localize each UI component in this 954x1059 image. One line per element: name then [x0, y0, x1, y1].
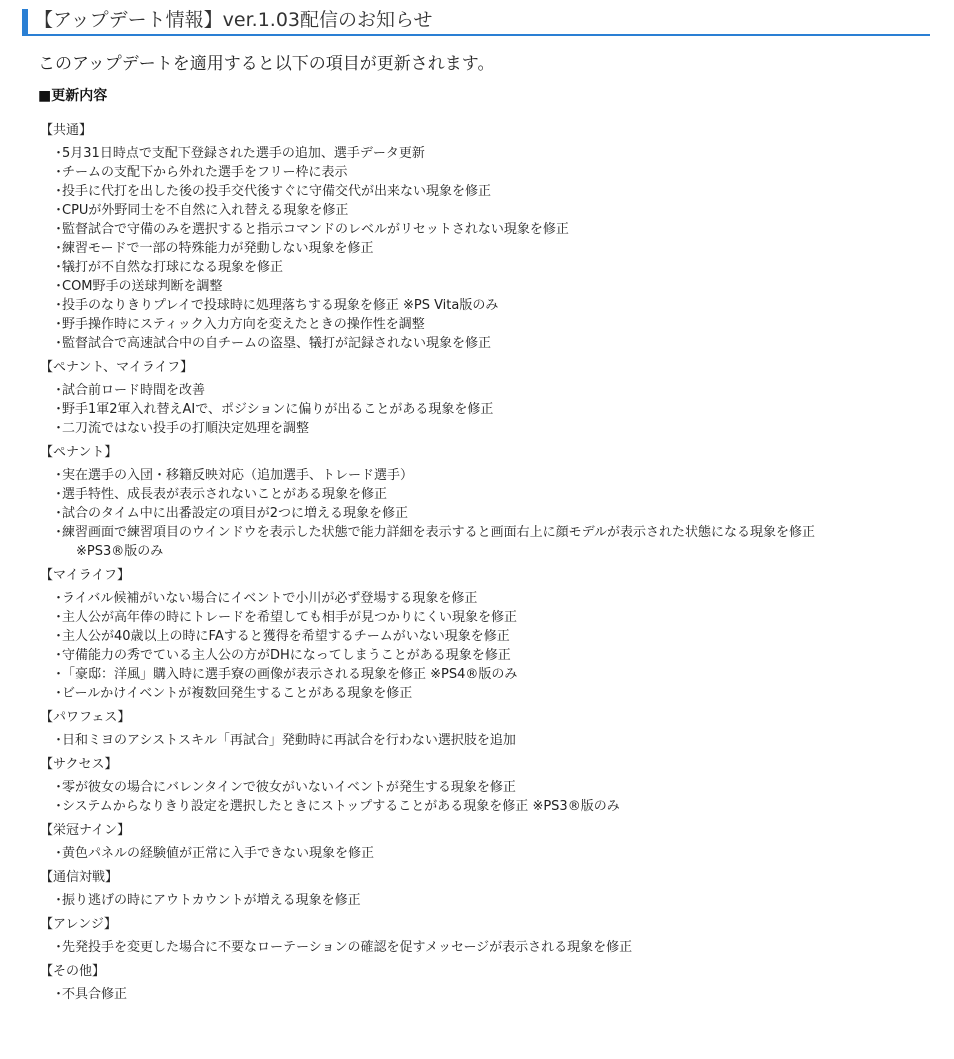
- list-item: [52, 797, 940, 816]
- list-item: [52, 201, 940, 220]
- item-text: 実在選手の入団・移籍反映対応（追加選手、トレード選手）: [62, 468, 414, 483]
- bullet-marker: ・: [52, 241, 66, 256]
- item-text: 零が彼女の場合にバレンタインで彼女がいないイベントが発生する現象を修正: [62, 780, 516, 795]
- list-item: [52, 277, 940, 296]
- bullet-marker: ・: [52, 487, 66, 502]
- update-section: [40, 755, 940, 816]
- bullet-marker: ・: [52, 383, 66, 398]
- list-item: [52, 220, 940, 239]
- bullet-marker: ・: [52, 780, 66, 795]
- list-item: [52, 419, 940, 438]
- list-item: [52, 891, 940, 910]
- section-item-list: [40, 144, 940, 353]
- item-text: 5月31日時点で支配下登録された選手の追加、選手データ更新: [62, 146, 425, 161]
- item-text: 不具合修正: [62, 987, 128, 1002]
- bullet-marker: ・: [52, 610, 66, 625]
- bullet-marker: ・: [52, 733, 66, 748]
- bullet-marker: ・: [52, 667, 66, 682]
- list-item: [52, 665, 940, 684]
- item-text: 選手特性、成長表が表示されないことがある現象を修正: [62, 487, 388, 502]
- update-section: [40, 962, 940, 1004]
- page-title: 【アップデート情報】ver.1.03配信のお知らせ: [34, 9, 433, 31]
- bullet-marker: ・: [52, 317, 66, 332]
- bullet-marker: ・: [52, 940, 66, 955]
- section-heading: 【栄冠ナイン】: [40, 823, 131, 838]
- title-bar: [22, 6, 930, 36]
- bullet-marker: ・: [52, 987, 66, 1002]
- list-item: [52, 485, 940, 504]
- section-heading: 【パワフェス】: [40, 710, 131, 725]
- section-heading: 【ペナント】: [40, 445, 118, 460]
- item-text: 「豪邸：洋風」購入時に選手寮の画像が表示される現象を修正 ※PS4®版のみ: [62, 667, 518, 682]
- section-item-list: [40, 731, 940, 750]
- item-text: ビールかけイベントが複数回発生することがある現象を修正: [62, 686, 413, 701]
- update-contents-heading: ■更新内容: [38, 88, 108, 104]
- update-section: [40, 566, 940, 703]
- item-text: 試合前ロード時間を改善: [62, 383, 206, 398]
- item-text: 野手操作時にスティック入力方向を変えたときの操作性を調整: [62, 317, 425, 332]
- bullet-marker: ・: [52, 336, 66, 351]
- list-item: [52, 608, 940, 627]
- list-item: [52, 163, 940, 182]
- section-heading: 【共通】: [40, 123, 93, 138]
- item-text: 投手のなりきりプレイで投球時に処理落ちする現象を修正 ※PS Vita版のみ: [62, 298, 499, 313]
- section-heading: 【サクセス】: [40, 757, 118, 772]
- item-text: チームの支配下から外れた選手をフリー枠に表示: [62, 165, 348, 180]
- section-item-list: [40, 466, 940, 561]
- bullet-marker: ・: [52, 686, 66, 701]
- list-item: [52, 296, 940, 315]
- item-text: 黄色パネルの経験値が正常に入手できない現象を修正: [62, 846, 375, 861]
- bullet-marker: ・: [52, 165, 66, 180]
- item-text: 先発投手を変更した場合に不要なローテーションの確認を促すメッセージが表示される現象を修正: [62, 940, 633, 955]
- item-text: 犠打が不自然な打球になる現象を修正: [62, 260, 284, 275]
- item-text: ライバル候補がいない場合にイベントで小川が必ず登場する現象を修正: [62, 591, 478, 606]
- section-item-list: [40, 844, 940, 863]
- list-item: [52, 144, 940, 163]
- item-text: 守備能力の秀でている主人公の方がDHになってしまうことがある現象を修正: [62, 648, 511, 663]
- intro-text: このアップデートを適用すると以下の項目が更新されます。: [38, 54, 495, 74]
- bullet-marker: ・: [52, 648, 66, 663]
- list-item: [52, 731, 940, 750]
- update-section: [40, 358, 940, 438]
- bullet-marker: ・: [52, 799, 66, 814]
- item-text: 主人公が40歳以上の時にFAすると獲得を希望するチームがいない現象を修正: [62, 629, 510, 644]
- list-item: [52, 589, 940, 608]
- update-section: [40, 868, 940, 910]
- bullet-marker: ・: [52, 506, 66, 521]
- bullet-marker: ・: [52, 421, 66, 436]
- bullet-marker: ・: [52, 525, 66, 540]
- section-heading: 【その他】: [40, 964, 106, 979]
- item-text: 野手1軍2軍入れ替えAIで、ポジションに偏りが出ることがある現象を修正: [62, 402, 494, 417]
- update-section: [40, 121, 940, 353]
- list-item: [52, 182, 940, 201]
- update-section: [40, 708, 940, 750]
- list-item: [52, 315, 940, 334]
- bullet-marker: ・: [52, 846, 66, 861]
- update-section: [40, 915, 940, 957]
- bullet-marker: ・: [52, 203, 66, 218]
- list-item: [52, 504, 940, 523]
- section-heading: 【アレンジ】: [40, 917, 117, 932]
- item-text: CPUが外野同士を不自然に入れ替える現象を修正: [62, 203, 349, 218]
- list-item: [52, 646, 940, 665]
- list-item: [52, 334, 940, 353]
- item-note: ※PS3®版のみ: [76, 544, 164, 559]
- update-sections: [40, 121, 940, 1009]
- item-text: システムからなりきり設定を選択したときにストップすることがある現象を修正 ※PS3®版のみ: [62, 799, 620, 814]
- list-item: [52, 466, 940, 485]
- section-item-list: [40, 589, 940, 703]
- list-item: [52, 778, 940, 797]
- item-text: 練習画面で練習項目のウインドウを表示した状態で能力詳細を表示すると画面右上に顔モデルが表示された状態になる現象を修正: [62, 525, 815, 540]
- bullet-marker: ・: [52, 146, 66, 161]
- update-section: [40, 821, 940, 863]
- section-item-list: [40, 938, 940, 957]
- update-section: [40, 443, 940, 561]
- bullet-marker: ・: [52, 591, 66, 606]
- section-item-list: [40, 381, 940, 438]
- list-item: [52, 684, 940, 703]
- item-text: 投手に代打を出した後の投手交代後すぐに守備交代が出来ない現象を修正: [62, 184, 492, 199]
- item-text: 監督試合で守備のみを選択すると指示コマンドのレベルがリセットされない現象を修正: [62, 222, 569, 237]
- section-item-list: [40, 778, 940, 816]
- bullet-marker: ・: [52, 298, 66, 313]
- list-item: [52, 938, 940, 957]
- title-accent-bar: [22, 9, 28, 34]
- section-heading: 【通信対戦】: [40, 870, 119, 885]
- item-text: 練習モードで一部の特殊能力が発動しない現象を修正: [62, 241, 374, 256]
- list-item: [52, 258, 940, 277]
- section-item-list: [40, 985, 940, 1004]
- bullet-marker: ・: [52, 260, 66, 275]
- item-text: 試合のタイム中に出番設定の項目が2つに増える現象を修正: [62, 506, 409, 521]
- bullet-marker: ・: [52, 279, 66, 294]
- list-item: [52, 400, 940, 419]
- section-heading: 【ペナント、マイライフ】: [40, 360, 194, 375]
- bullet-marker: ・: [52, 184, 66, 199]
- list-item: [52, 627, 940, 646]
- item-text: 主人公が高年俸の時にトレードを希望しても相手が見つかりにくい現象を修正: [62, 610, 518, 625]
- item-text: 日和ミヨのアシストスキル「再試合」発動時に再試合を行わない選択肢を追加: [62, 733, 516, 748]
- list-item: [52, 985, 940, 1004]
- list-item: [52, 844, 940, 863]
- section-heading: 【マイライフ】: [40, 568, 130, 583]
- list-item: [52, 523, 940, 561]
- bullet-marker: ・: [52, 893, 66, 908]
- item-text: COM野手の送球判断を調整: [62, 279, 223, 294]
- bullet-marker: ・: [52, 222, 66, 237]
- bullet-marker: ・: [52, 468, 66, 483]
- bullet-marker: ・: [52, 629, 66, 644]
- item-text: 振り逃げの時にアウトカウントが増える現象を修正: [62, 893, 361, 908]
- bullet-marker: ・: [52, 402, 66, 417]
- item-text: 監督試合で高速試合中の自チームの盗塁、犠打が記録されない現象を修正: [62, 336, 492, 351]
- section-item-list: [40, 891, 940, 910]
- list-item: [52, 381, 940, 400]
- list-item: [52, 239, 940, 258]
- item-text: 二刀流ではない投手の打順決定処理を調整: [62, 421, 310, 436]
